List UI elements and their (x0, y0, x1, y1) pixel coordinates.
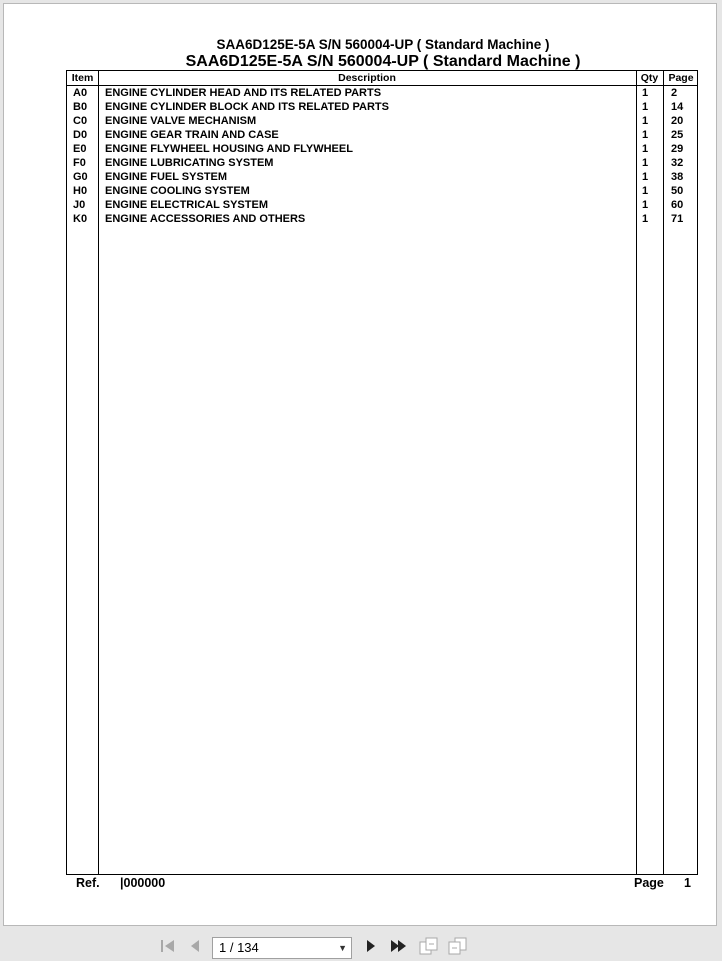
header-description: Description (338, 72, 396, 84)
footer-page-value: 1 (684, 876, 691, 890)
first-page-icon[interactable] (158, 930, 178, 961)
row-item: K0 (73, 213, 88, 225)
row-description: ENGINE ACCESSORIES AND OTHERS (105, 213, 306, 225)
paste-page-icon[interactable] (447, 930, 469, 961)
page-number-select[interactable] (212, 937, 352, 959)
row-qty: 1 (642, 87, 649, 99)
row-qty: 1 (642, 129, 649, 141)
row-page: 25 (671, 129, 684, 141)
row-description: ENGINE CYLINDER BLOCK AND ITS RELATED PARTS (105, 101, 389, 113)
table-row (67, 198, 697, 212)
table-row (67, 86, 697, 100)
next-page-icon[interactable] (362, 930, 380, 961)
row-description: ENGINE FLYWHEEL HOUSING AND FLYWHEEL (105, 143, 353, 155)
row-description: ENGINE COOLING SYSTEM (105, 185, 250, 197)
table-row (67, 156, 697, 170)
row-page: 32 (671, 157, 684, 169)
row-description: ENGINE LUBRICATING SYSTEM (105, 157, 274, 169)
row-description: ENGINE VALVE MECHANISM (105, 115, 257, 127)
row-qty: 1 (642, 143, 649, 155)
row-item: E0 (73, 143, 87, 155)
footer-ref-value: |000000 (120, 876, 166, 890)
row-item: F0 (73, 157, 86, 169)
chevron-down-icon: ▼ (338, 943, 347, 953)
row-qty: 1 (642, 157, 649, 169)
row-page: 60 (671, 199, 684, 211)
row-qty: 1 (642, 115, 649, 127)
row-qty: 1 (642, 213, 649, 225)
table-row (67, 184, 697, 198)
row-page: 2 (671, 87, 678, 99)
document-title: SAA6D125E-5A S/N 560004-UP ( Standard Machine ) (185, 53, 581, 70)
row-item: J0 (73, 199, 86, 211)
table-row (67, 100, 697, 114)
row-description: ENGINE FUEL SYSTEM (105, 171, 228, 183)
footer-page-label: Page (634, 876, 664, 890)
table-row (67, 114, 697, 128)
row-item: C0 (73, 115, 88, 127)
row-page: 29 (671, 143, 684, 155)
table-row (67, 142, 697, 156)
copy-page-icon[interactable] (418, 930, 440, 961)
last-page-icon[interactable] (388, 930, 410, 961)
row-qty: 1 (642, 101, 649, 113)
row-page: 20 (671, 115, 684, 127)
footer-ref-label: Ref. (76, 876, 100, 890)
row-item: A0 (73, 87, 88, 99)
header-item: Item (71, 72, 94, 84)
row-qty: 1 (642, 171, 649, 183)
header-qty: Qty (640, 72, 659, 84)
row-page: 71 (671, 213, 684, 225)
parts-index-table (66, 70, 698, 875)
table-row (67, 128, 697, 142)
row-item: G0 (73, 171, 88, 183)
row-description: ENGINE GEAR TRAIN AND CASE (105, 129, 279, 141)
viewer-toolbar (0, 930, 722, 961)
table-row (67, 212, 697, 226)
header-page: Page (668, 72, 694, 84)
row-page: 14 (671, 101, 684, 113)
row-item: B0 (73, 101, 88, 113)
row-description: ENGINE ELECTRICAL SYSTEM (105, 199, 268, 211)
row-item: D0 (73, 129, 88, 141)
row-page: 38 (671, 171, 684, 183)
table-row (67, 170, 697, 184)
row-description: ENGINE CYLINDER HEAD AND ITS RELATED PARTS (105, 87, 382, 99)
row-item: H0 (73, 185, 88, 197)
page-indicator: 1 / 134 (219, 940, 259, 955)
row-qty: 1 (642, 199, 649, 211)
row-page: 50 (671, 185, 684, 197)
document-subtitle: SAA6D125E-5A S/N 560004-UP ( Standard Machine ) (216, 37, 550, 52)
previous-page-icon[interactable] (186, 930, 204, 961)
row-qty: 1 (642, 185, 649, 197)
